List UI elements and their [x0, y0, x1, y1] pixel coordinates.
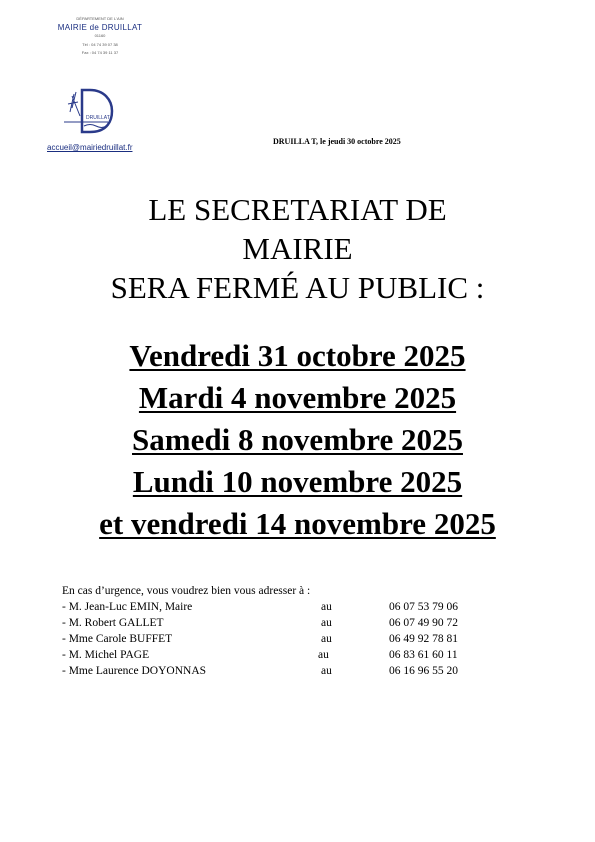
date-line: DRUILLA T, le jeudi 30 octobre 2025 [273, 137, 401, 146]
druillat-logo-icon [60, 82, 116, 138]
contact-au: au [318, 649, 329, 661]
contact-row [62, 599, 502, 615]
letterhead-department: DÉPARTEMENT DE L'AIN [76, 16, 124, 21]
contact-row [62, 615, 502, 631]
closure-date: Lundi 10 novembre 2025 [132, 464, 463, 499]
closure-date: Vendredi 31 octobre 2025 [129, 338, 466, 373]
contact-phone: 06 49 92 78 81 [389, 633, 458, 645]
contact-phone: 06 83 61 60 11 [389, 649, 458, 661]
closure-dates [0, 335, 595, 545]
contact-phone: 06 16 96 55 20 [389, 665, 458, 677]
notice-title [0, 190, 595, 307]
contact-row [62, 647, 502, 663]
letterhead-fax: Fax : 04 74 39 11 37 [81, 50, 119, 55]
letterhead-postcode: 01160 [94, 33, 106, 38]
contact-name: - Mme Laurence DOYONNAS [62, 665, 207, 677]
title-line: MAIRIE [242, 231, 353, 266]
letterhead-phone: Tél : 04 74 39 07 38 [82, 42, 118, 47]
contact-phone: 06 07 49 90 72 [389, 617, 458, 629]
closure-date: Samedi 8 novembre 2025 [132, 422, 463, 457]
urgency-intro: En cas d’urgence, vous voudrez bien vous adresser à : [62, 585, 311, 597]
email-link[interactable]: accueil@mairiedruillat.fr [47, 143, 133, 152]
contact-row [62, 663, 502, 679]
contact-phone: 06 07 53 79 06 [389, 601, 458, 613]
closure-date: et vendredi 14 novembre 2025 [99, 506, 496, 541]
contact-name: - M. Robert GALLET [62, 617, 164, 629]
contact-au: au [321, 665, 332, 677]
contact-au: au [321, 601, 332, 613]
contact-name: - Mme Carole BUFFET [62, 633, 173, 645]
letterhead-mairie-name: MAIRIE de DRUILLAT [57, 23, 143, 32]
title-line: SERA FERMÉ AU PUBLIC : [110, 270, 485, 305]
contact-row [62, 631, 502, 647]
contact-name: - M. Jean-Luc EMIN, Maire [62, 601, 193, 613]
urgency-contacts [62, 583, 502, 679]
title-line: LE SECRETARIAT DE [148, 192, 447, 227]
letterhead [30, 16, 170, 55]
contact-au: au [321, 617, 332, 629]
closure-date: Mardi 4 novembre 2025 [138, 380, 457, 415]
contact-au: au [321, 633, 332, 645]
logo-text: DRUILLAT [86, 115, 110, 121]
contact-name: - M. Michel PAGE [62, 649, 150, 661]
